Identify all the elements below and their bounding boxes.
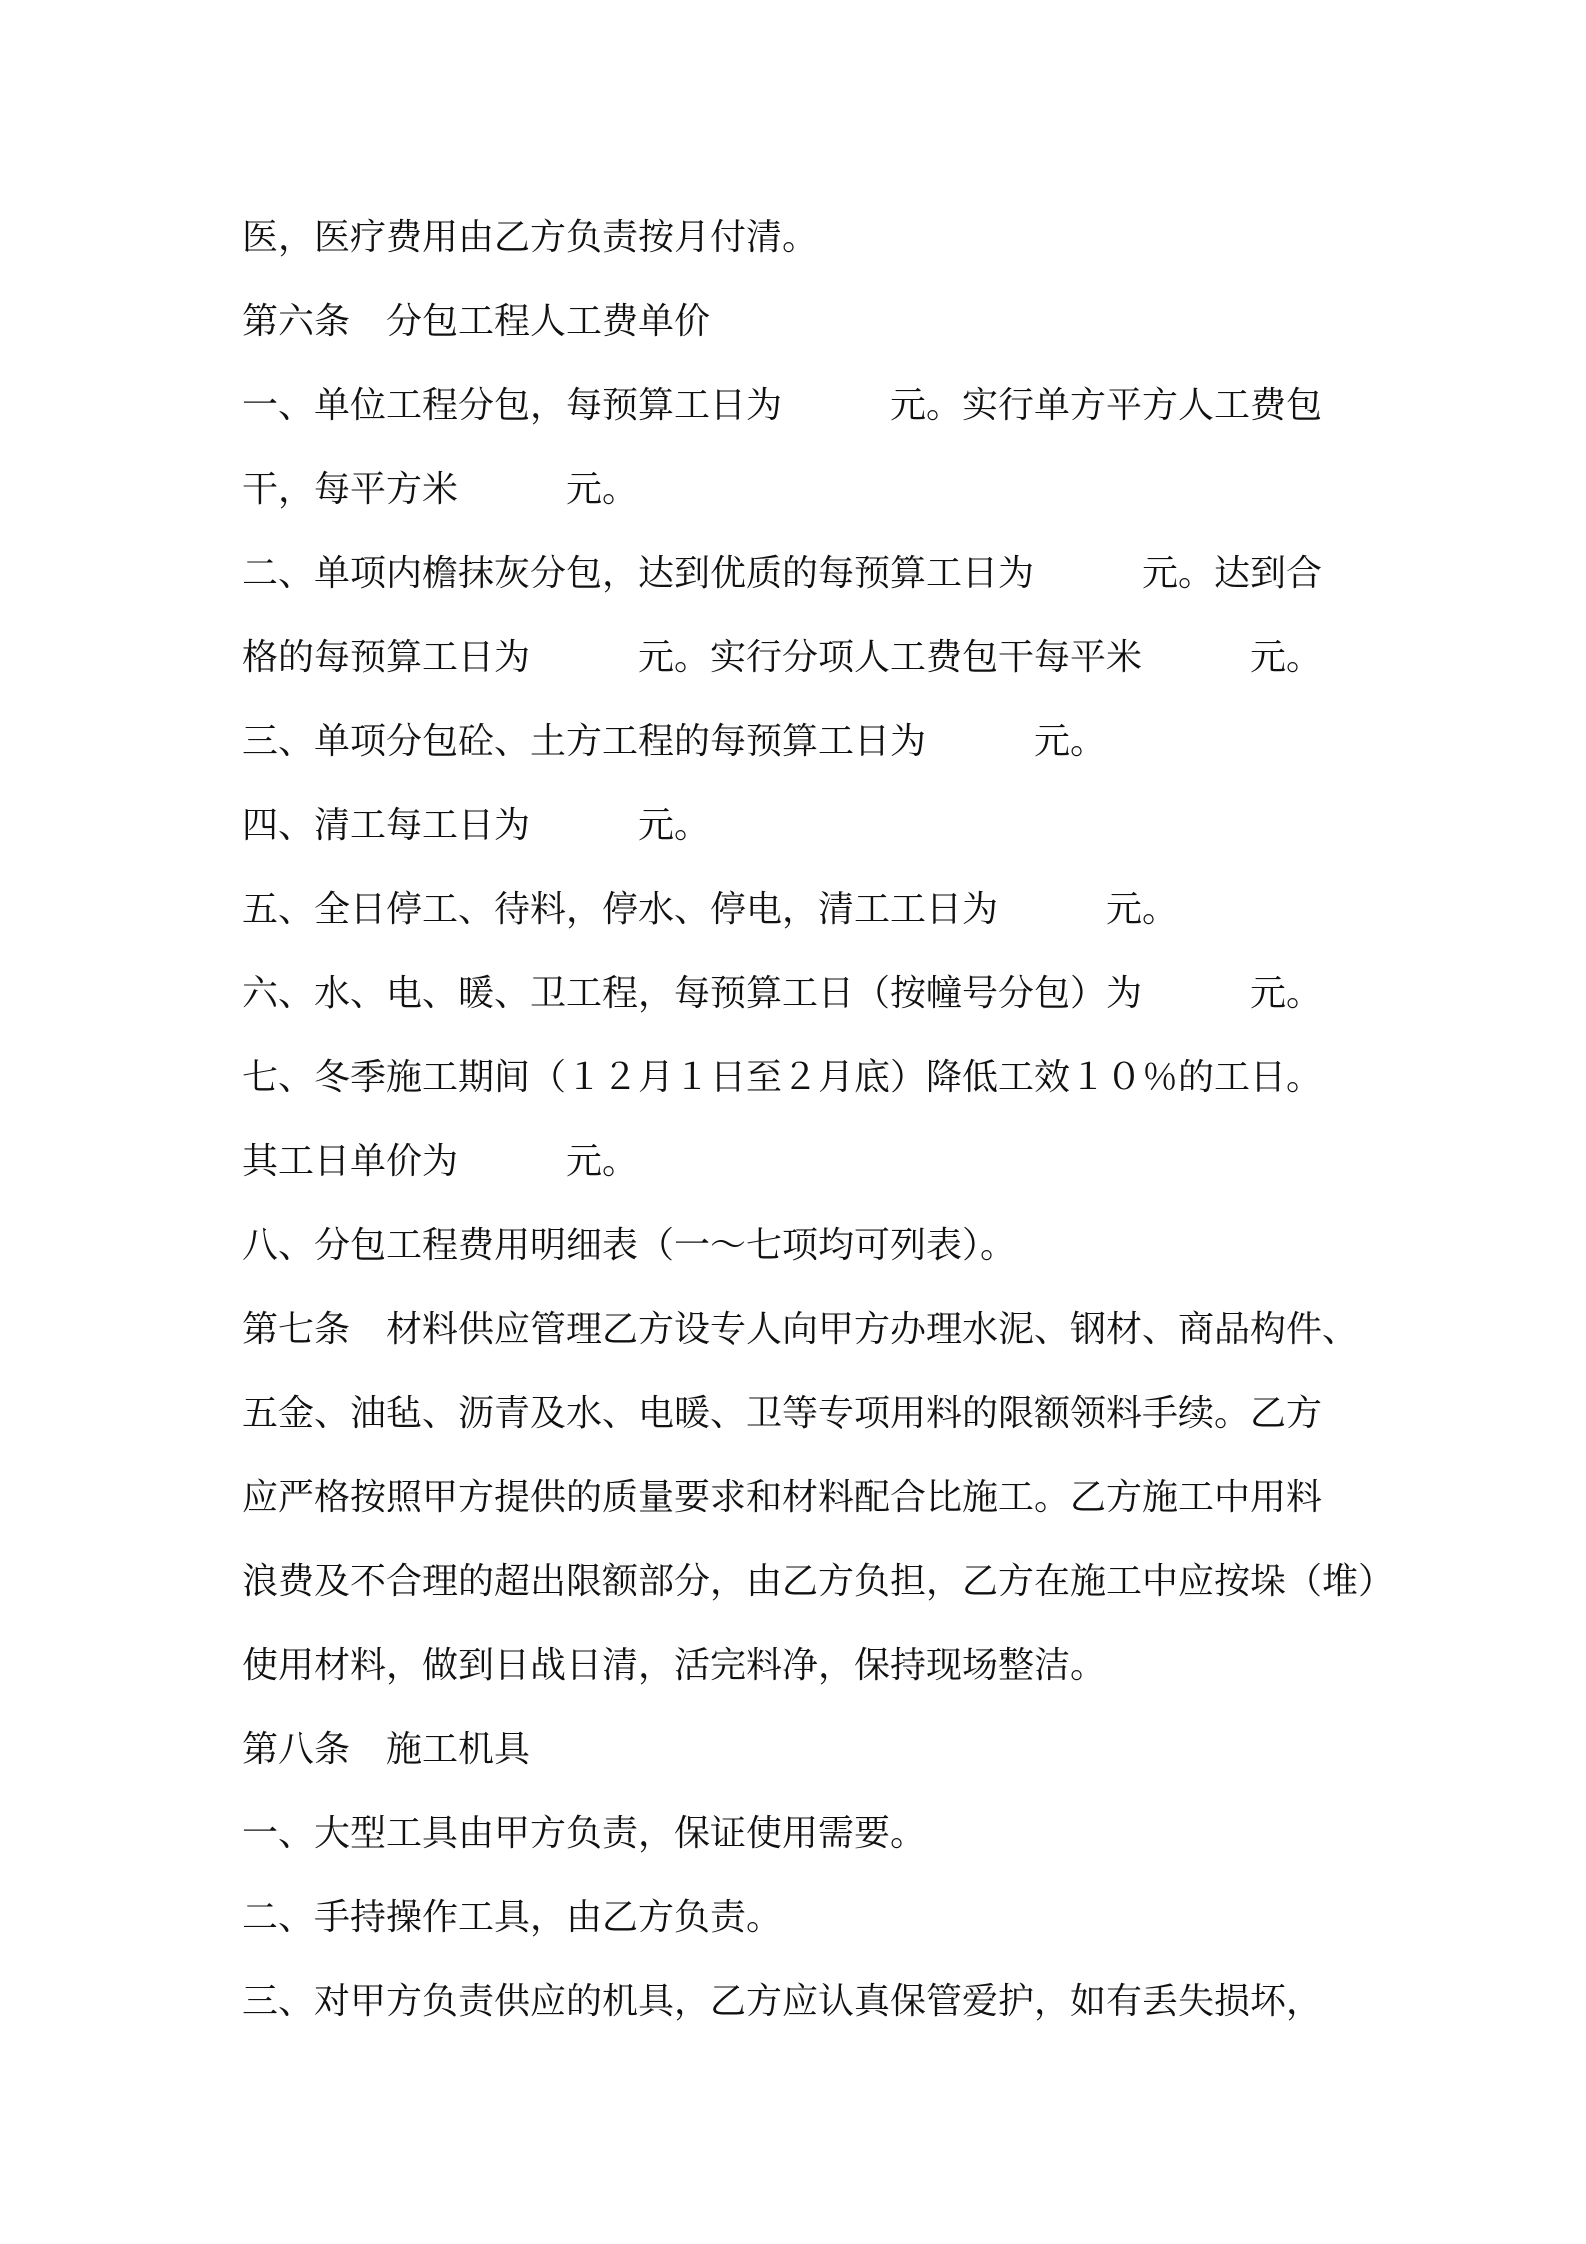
text-line: 使用材料，做到日战日清，活完料净，保持现场整洁。 [242, 1645, 1107, 1686]
text-line: 六、水、电、暖、卫工程，每预算工日（按幢号分包）为 元。 [242, 973, 1323, 1014]
text-line: 二、单项内檐抹灰分包，达到优质的每预算工日为 元。达到合 [242, 553, 1323, 594]
text-line: 五金、油毡、沥青及水、电暖、卫等专项用料的限额领料手续。乙方 [242, 1393, 1323, 1434]
text-line: 五、全日停工、待料，停水、停电，清工工日为 元。 [242, 889, 1179, 930]
text-line: 一、大型工具由甲方负责，保证使用需要。 [242, 1813, 927, 1854]
document-body [242, 196, 1395, 2044]
article-heading: 第八条 施工机具 [242, 1729, 531, 1770]
text-line: 三、对甲方负责供应的机具，乙方应认真保管爱护，如有丢失损坏， [242, 1981, 1323, 2022]
text-line: 四、清工每工日为 元。 [242, 805, 711, 846]
text-line: 应严格按照甲方提供的质量要求和材料配合比施工。乙方施工中用料 [242, 1477, 1323, 1518]
text-line: 一、单位工程分包，每预算工日为 元。实行单方平方人工费包 [242, 385, 1323, 426]
text-line: 干，每平方米 元。 [242, 469, 639, 510]
article-heading: 第六条 分包工程人工费单价 [242, 301, 711, 342]
text-line: 浪费及不合理的超出限额部分，由乙方负担，乙方在施工中应按垛（堆） [242, 1561, 1395, 1602]
text-line: 七、冬季施工期间（１２月１日至２月底）降低工效１０％的工日。 [242, 1057, 1323, 1098]
text-line: 二、手持操作工具，由乙方负责。 [242, 1897, 783, 1938]
article-heading: 第七条 材料供应管理乙方设专人向甲方办理水泥、钢材、商品构件、 [242, 1309, 1359, 1350]
text-line: 其工日单价为 元。 [242, 1141, 639, 1182]
text-line: 三、单项分包砼、土方工程的每预算工日为 元。 [242, 721, 1107, 762]
text-line: 医，医疗费用由乙方负责按月付清。 [242, 217, 819, 258]
text-line: 八、分包工程费用明细表（一～七项均可列表）。 [242, 1225, 1017, 1266]
text-line: 格的每预算工日为 元。实行分项人工费包干每平米 元。 [242, 637, 1323, 678]
